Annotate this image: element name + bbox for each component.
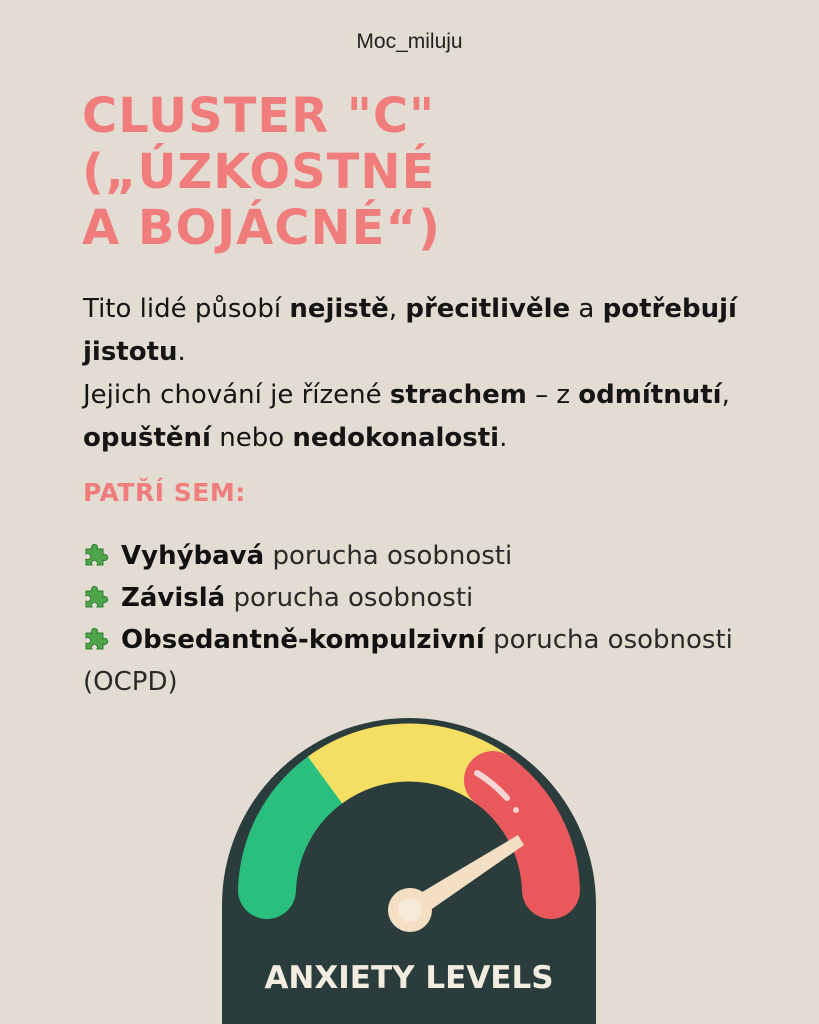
section-heading: PATŘÍ SEM: (83, 478, 246, 507)
emphasis: nejistě (289, 294, 389, 324)
item-bold: Závislá (121, 583, 226, 613)
puzzle-icon (83, 624, 111, 652)
title-line-3: A BOJÁCNÉ“) (82, 200, 441, 256)
emphasis: opuštění (83, 423, 211, 453)
intro-text (83, 288, 763, 460)
anxiety-gauge (222, 718, 596, 1024)
page-title (82, 88, 441, 256)
item-bold: Obsedantně-kompulzivní (121, 625, 485, 655)
emphasis: přecitlivěle (405, 294, 571, 324)
gauge-label: ANXIETY LEVELS (264, 960, 554, 996)
list-item (83, 577, 763, 619)
item-text: porucha osobnosti (225, 583, 474, 613)
title-line-1: CLUSTER "C" (82, 88, 436, 144)
list-item (83, 535, 763, 577)
intro-paragraph-2: Jejich chování je řízené strachem – z odmítnutí, opuštění nebo nedokonalosti. (83, 380, 730, 453)
puzzle-icon (83, 582, 111, 610)
item-text: porucha osobnosti (264, 541, 513, 571)
title-line-2: („ÚZKOSTNÉ (82, 144, 436, 200)
item-bold: Vyhýbavá (121, 541, 265, 571)
list-item (83, 619, 763, 703)
disorder-list (83, 535, 763, 703)
emphasis: odmítnutí (578, 380, 722, 410)
author-handle: Moc_miluju (356, 30, 463, 53)
emphasis: nedokonalosti (292, 423, 500, 453)
puzzle-icon (83, 540, 111, 568)
emphasis: strachem (389, 380, 527, 410)
item-text: porucha osobnosti (OCPD) (83, 625, 733, 697)
emphasis: potřebují jistotu (83, 294, 737, 367)
intro-paragraph-1: Tito lidé působí nejistě, přecitlivěle a potřebují jistotu. (83, 294, 737, 367)
